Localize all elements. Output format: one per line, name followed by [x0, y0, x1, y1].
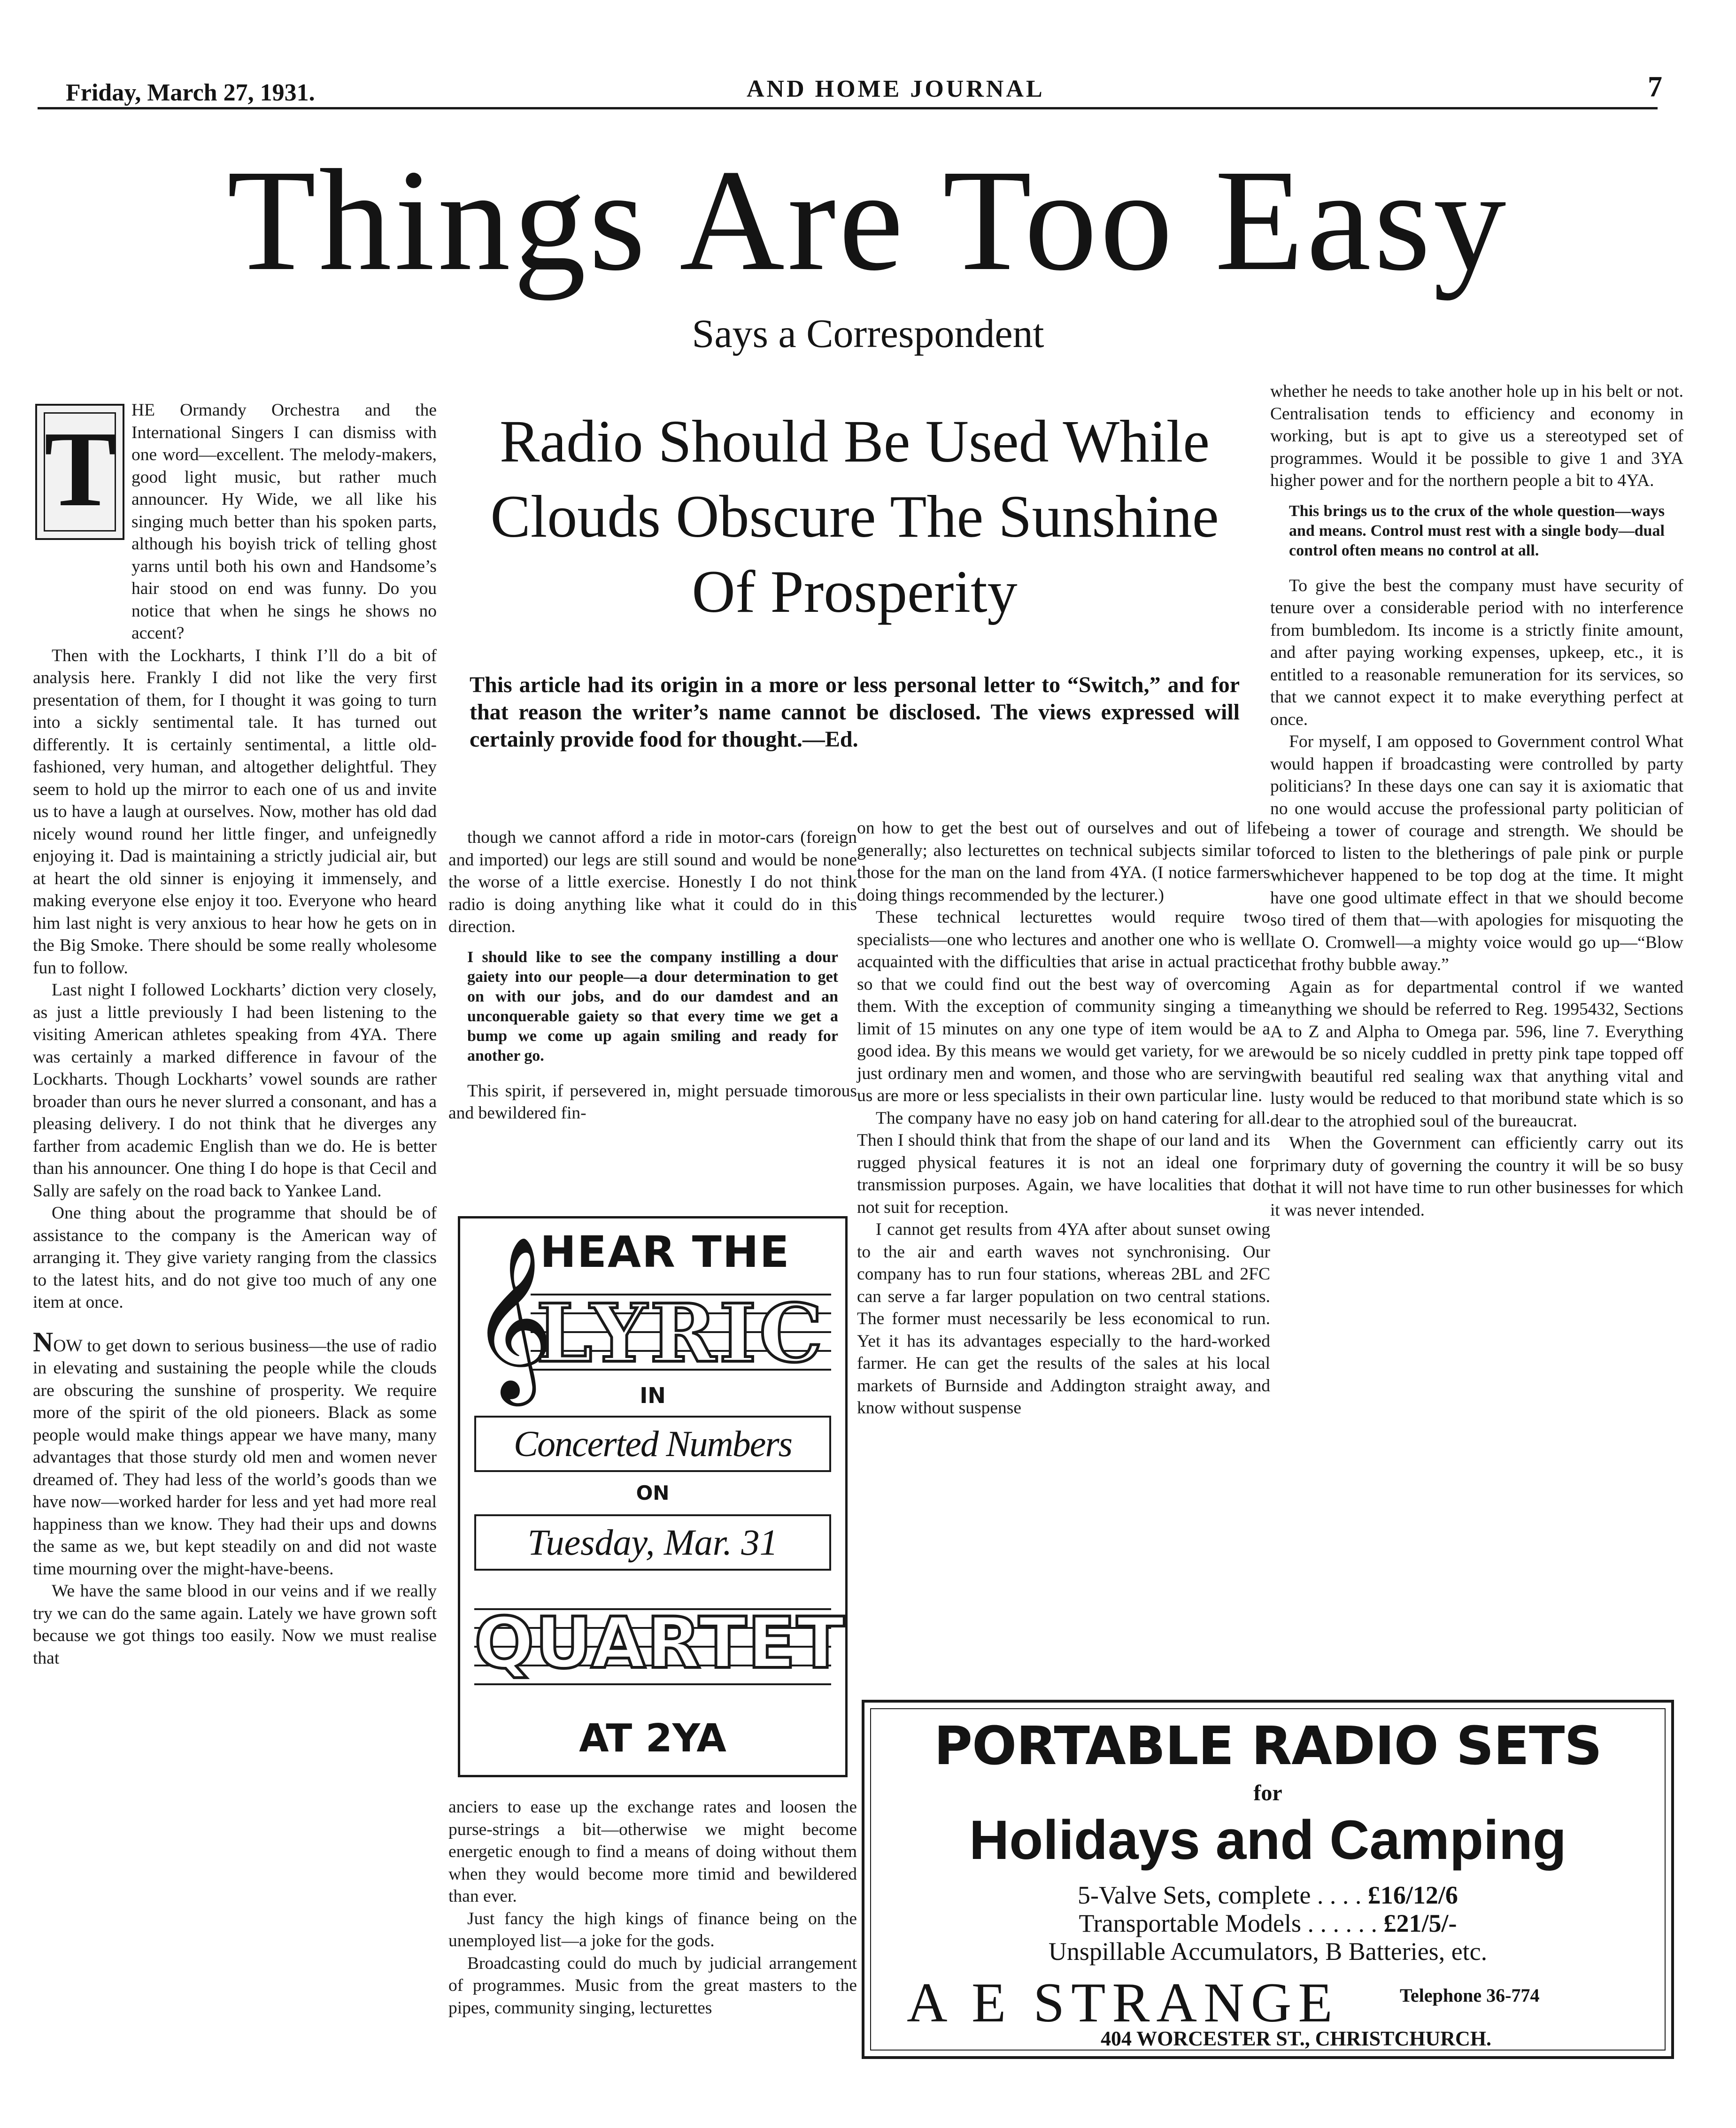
- ad-hear-the: HEAR THE: [540, 1227, 790, 1277]
- price-2-value: £21/5/-: [1383, 1909, 1457, 1937]
- now-dropcap: N: [33, 1326, 54, 1357]
- ad-lyric-title: LYRIC: [536, 1287, 826, 1380]
- ad-telephone: Telephone 36-774: [1400, 1985, 1540, 2006]
- running-header: [66, 70, 1662, 113]
- ad-portable-title: PORTABLE RADIO SETS: [934, 1716, 1602, 1777]
- col2-paragraph-5: Broadcasting could do much by judicial arrangement of programmes. Music from the great masters to the pipes, community singing, lecturettes: [448, 1953, 857, 2018]
- ad-address: 404 WORCESTER ST., CHRISTCHURCH.: [1100, 2027, 1492, 2050]
- ad-concerted-numbers: Concerted Numbers: [474, 1416, 831, 1472]
- header-rule: [38, 107, 1658, 109]
- col2-paragraph-1: though we cannot afford a ride in motor-cars (foreign and imported) our legs are still sound and would be none the worse of a little exercise. Honestly I do not think radio is doing anything like what it could do in this direction.: [448, 828, 857, 936]
- col4-pull-quote: This brings us to the crux of the whole question—ways and means. Control must rest with a single body—dual control often means no control at all.: [1289, 502, 1665, 559]
- radio-headline-line-3: Of Prosperity: [692, 558, 1018, 625]
- ad-price-line-1: [864, 1881, 1671, 1909]
- dropcap-letter: T: [44, 409, 116, 529]
- col4-paragraph-5: When the Government can efficiently carry out its primary duty of governing the country it will be so busy that it will not have time to run other businesses for which it was never intended.: [1270, 1133, 1683, 1220]
- ad-on: ON: [636, 1481, 670, 1504]
- radio-headline: [441, 404, 1268, 629]
- col1-paragraph-1: HE Ormandy Orchestra and the International Singers I can dismiss with one word—excellent. The melody-makers, good light music, but rather much announcer. Hy Wide, we all like his singing much better than his spoken parts, although his boyish trick of telling ghost yarns until both his own and Handsome’s hair stood on end was funny. Do you notice that when he sings he shows no accent?: [131, 401, 437, 643]
- col2-paragraph-3: anciers to ease up the exchange rates and loosen the purse-strings a bit—otherwise we might become energetic enough to find a means of doing without them when they would become more timid and bewildered than ever.: [448, 1797, 857, 1906]
- ad-holidays-camping: Holidays and Camping: [969, 1809, 1566, 1871]
- col4-paragraph-4: Again as for departmental control if we wanted anything we should be referred to Reg. 1995432, Sections A to Z and Alpha to Omega par. 596, line 7. Everything would be so nicely cuddled in pretty pink tape topped off with beautiful red sealing wax that anything vital and lusty would be reduced to that moribund state which is so dear to the atrophied soul of the bureaucrat.: [1270, 977, 1683, 1131]
- col1-paragraph-2: Then with the Lockharts, I think I’ll do a bit of analysis here. Frankly I did not like the very first presentation of them, for I thought it was going to turn into a sickly sentimental tale. It has turned out differently. It is certainly sentimental, a little old-fashioned, very human, and altogether delightful. They seem to hold up the mirror to each one of us and invite us to have a laugh at ourselves. Now, mother has old dad nicely wound round her little finger, and unfeignedly enjoying it. Dad is maintaining a strictly judicial air, but at heart the old sinner is enjoying it immensely, and making everyone else enjoy it too. Everyone who heard him last night is very anxious to hear how he gets on in the Big Smoke. There should be some really wholesome fun to follow.: [33, 646, 437, 978]
- column-3: [857, 817, 1270, 1419]
- col2-paragraph-2: This spirit, if persevered in, might persuade timorous and bewildered fin-: [448, 1081, 857, 1123]
- column-2: [448, 826, 857, 1125]
- col4-paragraph-1: whether he needs to take another hole up in his belt or not. Centralisation tends to efficiency and economy in working, but is apt to give us a stereotyped set of programmes. Would it be possible to give 1 and 3YA higher power and for the northern people a bit to 4YA.: [1270, 382, 1683, 490]
- col2-pull-quote: I should like to see the company instilling a dour gaiety into our people—a dour determination to get on with our jobs, and do our damdest and an unconquerable gaiety so that every time we get a bump we come up again smiling and ready for another go.: [467, 948, 838, 1064]
- journal-name: AND HOME JOURNAL: [747, 76, 1045, 102]
- issue-date: Friday, March 27, 1931.: [66, 79, 315, 106]
- col1-paragraph-3: Last night I followed Lockharts’ diction very closely, as just a little previously I had been listening to the visiting American athletes speaking from 4YA. There was certainly a marked difference in favour of the Lockharts. Though Lockharts’ vowel sounds are rather broader than ours he never slurred a consonant, and has a pleasing delivery. I do not think that he diverges any farther from academic English than we do. He is better than his announcer. One thing I do hope is that Cecil and Sally are safely on the road back to Yankee Land.: [33, 980, 437, 1201]
- subheadline: Says a Correspondent: [692, 311, 1044, 356]
- col4-paragraph-3: For myself, I am opposed to Government control What would happen if broadcasting were controlled by party politicians? In these days one can say it is axiomatic that no one would accuse the professional party politician of being a tower of courage and strength. We should be forced to listen to the bletherings of pale pink or purple whichever happened to be top dog at the time. It might have one good ultimate effect in that we should become so tired of them that—with apologies for misquoting the late O. Cromwell—a mighty voice would go up—“Blow that frothy bubble away.”: [1270, 732, 1683, 974]
- main-headline: Things Are Too Easy: [227, 140, 1509, 301]
- col4-paragraph-2: To give the best the company must have security of tenure over a considerable period with no interference from bumbledom. Its income is a strictly finite amount, and after paying working expenses, upkeep, etc., it is entitled to a reasonable remuneration for its services, so that we cannot expect it to make everything perfect at once.: [1270, 576, 1683, 729]
- col3-paragraph-4: I cannot get results from 4YA after about sunset owing to the air and earth waves not synchronising. Our company has to run four stations, whereas 2BL and 2FC can serve a far larger population on two central stations. The former must necessarily be less economical to run. Yet it has its advantages especially to the hard-worked farmer. He can get the results of the sales at his local markets of Burnside and Addington straight away, and know without suspense: [857, 1220, 1270, 1418]
- portable-radio-advertisement: [862, 1700, 1674, 2059]
- ad-broadcast-date: Tuesday, Mar. 31: [474, 1514, 831, 1571]
- ad-for: for: [1253, 1781, 1282, 1805]
- ad-price-line-3: Unspillable Accumulators, B Batteries, etc.: [1048, 1937, 1488, 1966]
- page-number: 7: [1648, 71, 1662, 103]
- ad-quartet-title: QUARTET: [474, 1603, 846, 1684]
- col1-paragraph-4: One thing about the programme that should be of assistance to the company is the American way of arranging it. They give variety ranging from the classics to the latest hits, and do not give too much of any one item at once.: [33, 1203, 437, 1312]
- col1-paragraph-5: [33, 1326, 437, 1581]
- ad-station: AT 2YA: [579, 1716, 726, 1761]
- price-2-label: Transportable Models . . . . . .: [1079, 1909, 1377, 1937]
- ad-company-name: A E STRANGE: [907, 1971, 1339, 2034]
- col1-paragraph-5-text: OW to get down to serious business—the use of radio in elevating and sustaining the people while the clouds are obscuring the sunshine of prosperity. We require more of the spirit of the old pioneers. Black as some people would make things appear we have many, many advantages that those sturdy old men and women never dreamed of. They had less of the world’s goods than we have now—worked harder for less and yet had more real happiness than we know. They had their ups and downs the same as we, but kept steadily on and did not waste time mourning over the might-have-beens.: [33, 1336, 437, 1579]
- editor-intro: This article had its origin in a more or less personal letter to “Switch,” and for that reason the writer’s name cannot be disclosed. The views expressed will certainly provide food for thought.—Ed.: [470, 672, 1240, 752]
- price-1-label: 5-Valve Sets, complete . . . .: [1078, 1881, 1362, 1909]
- column-4: [1270, 380, 1683, 1221]
- lyric-quartet-advertisement: [458, 1216, 848, 1777]
- col3-paragraph-2: These technical lecturettes would require two specialists—one who lectures and another one who is well acquainted with the difficulties that arise in actual practice so that we could find out the best way of overcoming them. With the exception of community singing a time limit of 15 minutes on any one type of item would be a good idea. By this means we would get variety, for we are just ordinary men and women, and those who are serving us are more or less specialists in their own particular line.: [857, 908, 1270, 1105]
- price-1-value: £16/12/6: [1367, 1881, 1458, 1909]
- col3-paragraph-1: on how to get the best out of ourselves and out of life generally; also lecturettes on technical subjects similar to those for the man on the land from 4YA. (I notice farmers doing things recommended by the lecturer.): [857, 818, 1270, 905]
- ad-in: IN: [640, 1383, 666, 1408]
- col1-paragraph-6: We have the same blood in our veins and if we really try we can do the same again. Lately we have grown soft because we got things too easily. Now we must realise that: [33, 1581, 437, 1668]
- treble-clef-icon: 𝄞: [471, 1235, 554, 1399]
- column-1: [33, 399, 437, 1669]
- col2-paragraph-4: Just fancy the high kings of finance being on the unemployed list—a joke for the gods.: [448, 1909, 857, 1951]
- column-2-continued: [448, 1796, 857, 2019]
- col3-paragraph-3: The company have no easy job on hand catering for all. Then I should think that from the shape of our land and its rugged physical features it is not an ideal one for transmission purposes. Again, we have localities that do not suit for reception.: [857, 1108, 1270, 1217]
- ad-price-line-2: [864, 1909, 1671, 1937]
- radio-headline-line-1: Radio Should Be Used While: [499, 408, 1210, 475]
- radio-headline-line-2: Clouds Obscure The Sunshine: [490, 483, 1219, 550]
